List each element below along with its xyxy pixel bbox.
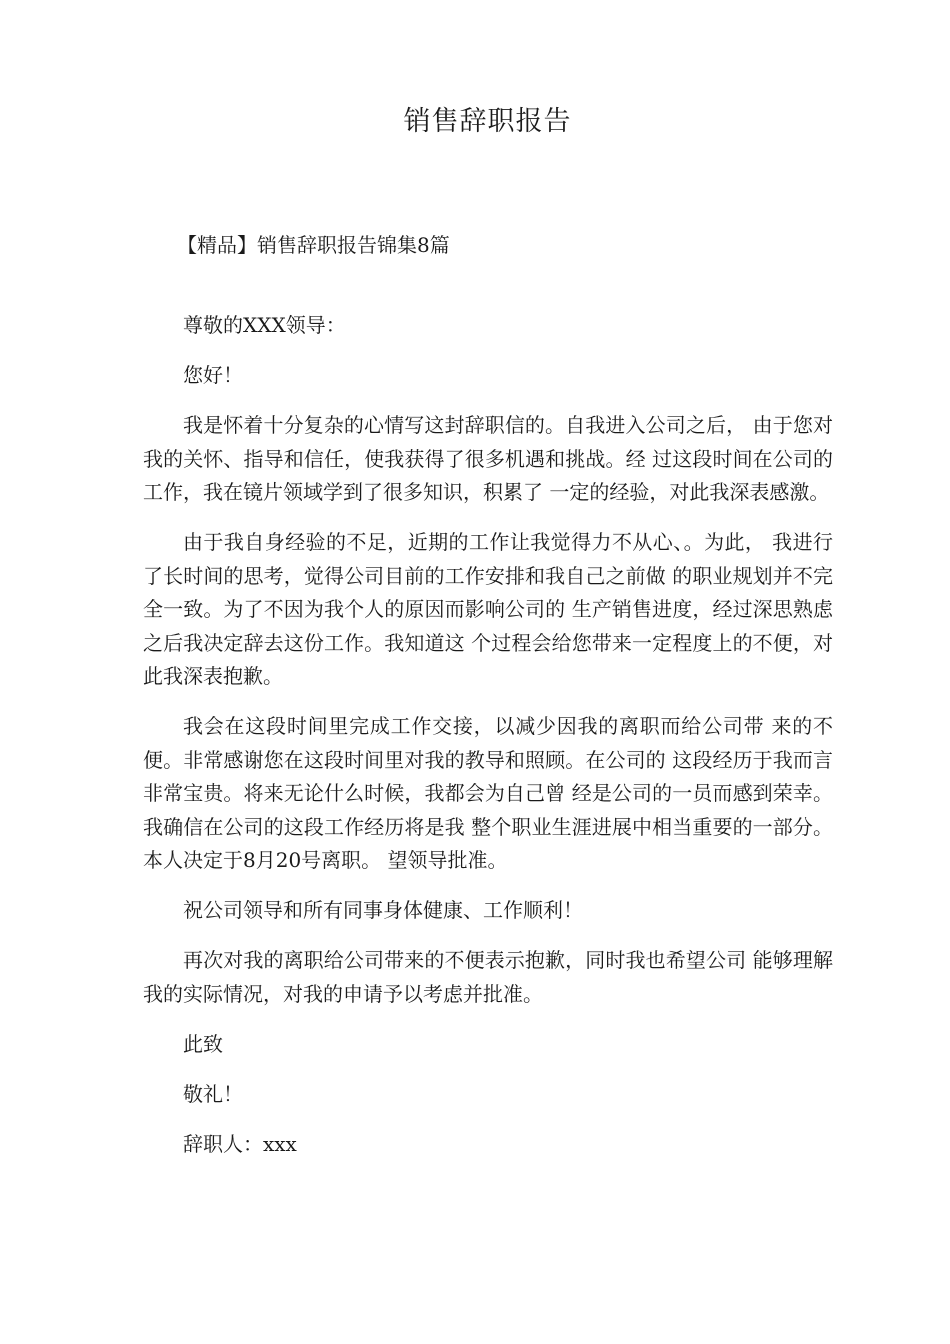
document-title: 销售辞职报告 — [403, 106, 572, 137]
paragraph: 由于我自身经验的不足，近期的工作让我觉得力不从心、。为此， 我进行了长时间的思考，觉得公司目前的工作安排和我自己之前做 的职业规划并不完全一致。为了不因为我个人的原因而影响公司的 生产销售进度，经过深思熟虑之后我决定辞去这份工作。我知道这 个过程会给您带来一定程度上的不便，对此我深表抱歉。 — [143, 530, 833, 688]
closing: 此致 — [183, 1031, 223, 1056]
paragraph: 我会在这段时间里完成工作交接，以减少因我的离职而给公司带 来的不便。非常感谢您在这段时间里对我的教导和照顾。在公司的 这段经历于我而言非常宝贵。将来无论什么时候，我都会为自己曾 经是公司的一员而感到荣幸。我确信在公司的这段工作经历将是我 整个职业生涯进展中相当重要的一部分。本人决定于8月20号离职。 望领导批准。 — [143, 714, 833, 872]
regards: 敬礼！ — [183, 1081, 243, 1106]
signature: 辞职人：xxx — [183, 1131, 297, 1156]
letter-body — [143, 309, 833, 1178]
paragraph: 我是怀着十分复杂的心情写这封辞职信的。自我进入公司之后， 由于您对我的关怀、指导和信任，使我获得了很多机遇和挑战。经 过这段时间在公司的工作，我在镜片领域学到了很多知识，积累了 一定的经验，对此我深表感激。 — [143, 413, 833, 504]
greeting: 您好！ — [183, 363, 243, 387]
salutation: 尊敬的XXX领导： — [183, 313, 346, 337]
paragraph: 再次对我的离职给公司带来的不便表示抱歉，同时我也希望公司 能够理解我的实际情况，对我的申请予以考虑并批准。 — [143, 948, 833, 1006]
paragraph: 祝公司领导和所有同事身体健康、工作顺利！ — [183, 898, 583, 922]
document-subtitle: 【精品】销售辞职报告锦集8篇 — [177, 233, 450, 257]
